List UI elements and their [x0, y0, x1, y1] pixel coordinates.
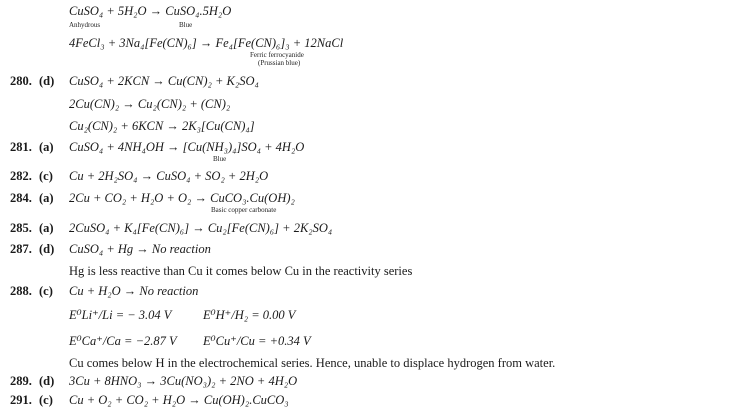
- answer-option: (c): [39, 393, 53, 407]
- electrode-potential: E⁰Ca⁺/Ca = −2.87 V: [69, 334, 177, 348]
- answer-option: (c): [39, 169, 53, 183]
- question-number: 280.: [10, 74, 32, 88]
- answer-option: (a): [39, 221, 54, 235]
- note-blue: Blue: [179, 21, 193, 29]
- equation-line: Cu + 2H₂SO₄ → CuSO₄ + SO₂ + 2H₂O: [69, 169, 269, 183]
- answer-option: (d): [39, 374, 55, 388]
- equation-line: CuSO₄ + Hg → No reaction: [69, 242, 211, 256]
- equation-line: CuSO₄ + 5H₂O → CuSO₄.5H₂O: [69, 4, 232, 18]
- note-prussian: (Prussian blue): [258, 59, 301, 67]
- explanation-text: Hg is less reactive than Cu it comes below Cu in the reactivity series: [69, 264, 413, 278]
- electrode-potential: E⁰H⁺/H₂ = 0.00 V: [203, 308, 296, 322]
- answer-option: (a): [39, 140, 54, 154]
- question-number: 285.: [10, 221, 32, 235]
- question-number: 281.: [10, 140, 32, 154]
- answer-option: (c): [39, 284, 53, 298]
- equation-line: Cu + H₂O → No reaction: [69, 284, 199, 298]
- note-basic-copper-carbonate: Basic copper carbonate: [211, 206, 277, 214]
- note-blue: Blue: [213, 155, 227, 163]
- note-anhydrous: Anhydrous: [69, 21, 101, 29]
- equation-line: CuSO₄ + 2KCN → Cu(CN)₂ + K₂SO₄: [69, 74, 259, 88]
- question-number: 288.: [10, 284, 32, 298]
- equation-line: 2Cu(CN)₂ → Cu₂(CN)₂ + (CN)₂: [69, 97, 231, 111]
- equation-line: Cu₂(CN)₂ + 6KCN → 2K₃[Cu(CN)₄]: [69, 119, 255, 133]
- question-number: 291.: [10, 393, 32, 407]
- equation-line: Cu + O₂ + CO₂ + H₂O → Cu(OH)₂.CuCO₃: [69, 393, 289, 407]
- equation-line: 2CuSO₄ + K₄[Fe(CN)₆] → Cu₂[Fe(CN)₆] + 2K₂SO₄: [69, 221, 333, 235]
- electrode-potential: E⁰Cu⁺/Cu = +0.34 V: [203, 334, 311, 348]
- explanation-text: Cu comes below H in the electrochemical series. Hence, unable to displace hydrogen from water.: [69, 356, 556, 370]
- answer-option: (a): [39, 191, 54, 205]
- question-number: 284.: [10, 191, 32, 205]
- answer-option: (d): [39, 74, 55, 88]
- equation-line: CuSO₄ + 4NH₄OH → [Cu(NH₃)₄]SO₄ + 4H₂O: [69, 140, 305, 154]
- question-number: 287.: [10, 242, 32, 256]
- note-ferric: Ferric ferrocyanide: [250, 51, 304, 59]
- question-number: 282.: [10, 169, 32, 183]
- equation-line: 2Cu + CO₂ + H₂O + O₂ → CuCO₃.Cu(OH)₂: [69, 191, 295, 205]
- answer-option: (d): [39, 242, 55, 256]
- electrode-potential: E⁰Li⁺/Li = − 3.04 V: [69, 308, 172, 322]
- equation-line: 3Cu + 8HNO₃ → 3Cu(NO₃)₂ + 2NO + 4H₂O: [69, 374, 298, 388]
- question-number: 289.: [10, 374, 32, 388]
- equation-line: 4FeCl₃ + 3Na₄[Fe(CN)₆] → Fe₄[Fe(CN)₆]₃ + 12NaCl: [69, 36, 344, 50]
